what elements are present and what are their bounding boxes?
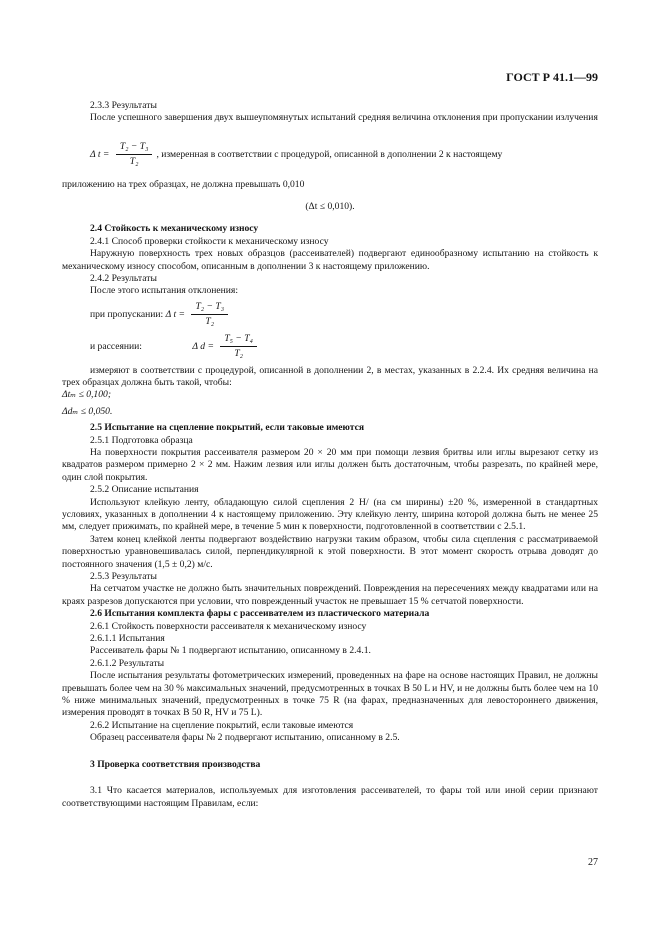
formula-trailing-text: , измеренная в соответствии с процедурой, описанной в дополнении 2 к настоящему — [156, 148, 503, 160]
section-heading-2-6-1-2: 2.6.1.2 Результаты — [90, 657, 165, 669]
section-heading-2-6: 2.6 Испытания комплекта фары с рассеивателем из пластического материала — [90, 608, 430, 620]
paragraph-2-6-1-1: Рассеиватель фары № 1 подвергают испытанию, описанному в 2.4.1. — [90, 645, 371, 657]
section-heading-2-6-1: 2.6.1 Стойкость поверхности рассеивателя к механическому износу — [90, 620, 367, 632]
section-heading-2-4: 2.4 Стойкость к механическому износу — [90, 223, 259, 235]
section-heading-2-4-2: 2.4.2 Результаты — [90, 273, 157, 285]
transmission-fraction — [191, 301, 228, 329]
section-heading-3: 3 Проверка соответствия производства — [90, 758, 261, 770]
section-heading-2-5: 2.5 Испытание на сцепление покрытий, если таковые имеются — [90, 422, 365, 434]
transmission-lhs: Δ t = — [165, 308, 186, 320]
section-heading-2-5-3: 2.5.3 Результаты — [90, 571, 157, 582]
paragraph-2-6-2: Образец рассеивателя фары № 2 подвергают испытанию, описанному в 2.5. — [90, 732, 400, 744]
scatter-denominator: T₂ — [234, 348, 243, 360]
paragraph-2-4-1: Наружную поверхность трех новых образцов (рассеивателей) подвергают единообразному испытанию на стойкость к механическому износу способом, описанным в дополнении 3 к настоящему приложению. — [62, 248, 598, 272]
limit-formula: (Δt ≤ 0,010). — [305, 201, 355, 213]
condition-delta-t: Δtₘ ≤ 0,100; — [62, 389, 112, 401]
section-heading-2-6-1-1: 2.6.1.1 Испытания — [90, 633, 165, 645]
section-heading-2-4-1: 2.4.1 Способ проверки стойкости к механическому износу — [90, 235, 329, 247]
scatter-lhs: Δ d = — [192, 340, 214, 352]
paragraph-2-5-3: На сетчатом участке не должно быть значительных повреждений. Повреждения на пересечениях между квадратами или на краях разрезов допускаются при условии, что поврежденный участок не превышает 15 % сетчатой поверхности. — [62, 583, 598, 607]
formula-row-transmission — [62, 301, 598, 329]
page-header-title: ГОСТ Р 41.1—99 — [506, 70, 598, 84]
paragraph-2-5-2b: Затем конец клейкой ленты подвергают воздействию нагрузки таким образом, чтобы сила сцепления с рассматриваемой поверхностью уравновешивалась силой, перпендикулярной к этой поверхности. В этот момент скорость отрыва доводят до постоянного значения (1,5 ± 0,2) м/с. — [62, 533, 598, 570]
section-heading-2-5-2: 2.5.2 Описание испытания — [90, 484, 199, 496]
paragraph-2-3-3: После успешного завершения двух вышеупомянутых испытаний средняя величина отклонения при пропускании излучения — [90, 112, 598, 124]
scatter-numerator: T₅ − T₄ — [220, 333, 257, 347]
section-heading-2-6-2: 2.6.2 Испытание на сцепление покрытий, если таковые имеются — [90, 719, 354, 731]
section-heading-2-3-3: 2.3.3 Результаты — [90, 100, 157, 111]
section-heading-2-5-1: 2.5.1 Подготовка образца — [90, 434, 193, 446]
formula-row-delta-t — [62, 141, 598, 169]
fraction-numerator: T₂ − T₃ — [116, 141, 153, 155]
transmission-label: при пропускании: — [90, 308, 164, 320]
scatter-fraction — [220, 333, 257, 361]
paragraph-2-4-2: После этого испытания отклонения: — [90, 285, 239, 297]
paragraph-2-5-1: На поверхности покрытия рассеивателя размером 20 × 20 мм при помощи лезвия бритвы или иглы вырезают сетку из квадратов размером примерно 2 × 2 мм. Нажим лезвия или иглы должен быть достаточным, чтобы разрезать, по крайней мере, один слой покрытия. — [62, 446, 598, 483]
paragraph-measure: измеряют в соответствии с процедурой, описанной в дополнении 2, в местах, указанных в 2.2.4. Их средняя величина на трех образцах должна быть такой, чтобы: — [62, 364, 598, 388]
paragraph-2-5-2a: Используют клейкую ленту, обладающую силой сцепления 2 Н/ (на см ширины) ±20 %, измеренной в стандартных условиях, указанных в дополнении 4 к настоящему приложению. Эту клейкую ленту, ширина которой должна быть не менее 25 мм, следует прижимать, по крайней мере, в течение 5 мин к поверхности, подготовленной в соответствии с 2.5.1. — [62, 496, 598, 533]
page-number: 27 — [588, 857, 598, 868]
condition-delta-d: Δdₘ ≤ 0,050. — [62, 405, 113, 417]
formula-fraction — [116, 141, 153, 169]
document-body — [62, 100, 598, 810]
formula-row-scatter — [62, 333, 598, 361]
paragraph-2-6-1-2: После испытания результаты фотометрических измерений, проведенных на фаре на основе настоящих Правил, не должны превышать более чем на 30 % максимальных значений, предусмотренных в точках B 50 L и HV, и не должны быть более чем на 10 % ниже минимальных значений, предусмотренных в точке 75 R (на фарах, предназначенных для левостороннего движения, измерения проводят в точках B 50 R, HV и 75 L). — [62, 670, 598, 719]
scatter-label: и рассеянии: — [90, 340, 142, 352]
fraction-denominator: T₂ — [129, 156, 139, 168]
transmission-denominator: T₂ — [205, 316, 215, 328]
formula-lhs: Δ t = — [90, 148, 110, 160]
paragraph-3-1: 3.1 Что касается материалов, используемых для изготовления рассеивателей, то фары той или иной серии признают соответствующими настоящим Правилам, если: — [62, 785, 598, 809]
paragraph-continuation: приложению на трех образцах, не должна превышать 0,010 — [62, 178, 305, 190]
transmission-numerator: T₂ − T₃ — [191, 301, 228, 315]
